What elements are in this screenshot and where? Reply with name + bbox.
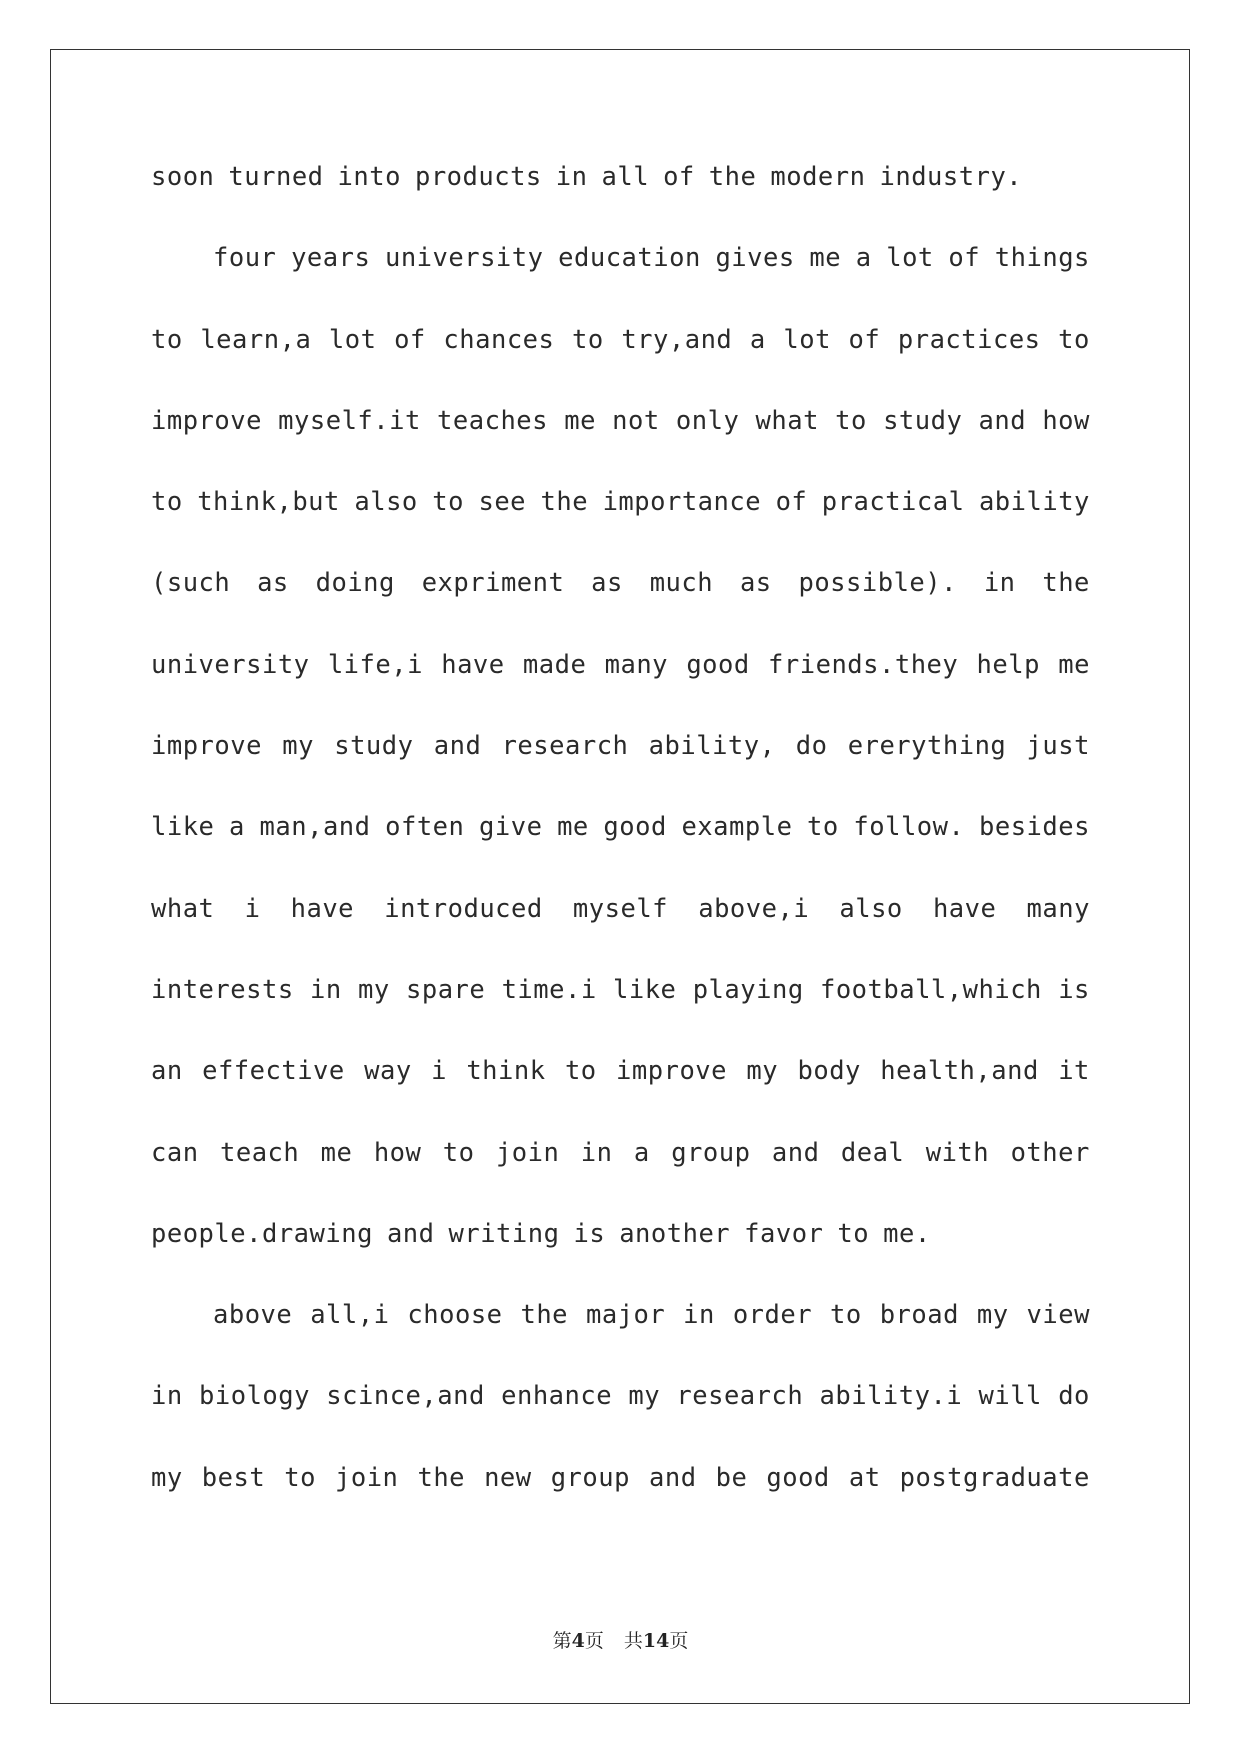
word: above,i: [698, 893, 810, 924]
word: expriment: [421, 568, 565, 599]
word: teaches: [437, 405, 549, 436]
word: at: [848, 1462, 881, 1493]
word: to: [807, 812, 839, 843]
word: university: [151, 649, 310, 680]
word: new: [484, 1462, 532, 1493]
word: education: [558, 243, 701, 274]
word: view: [1026, 1300, 1090, 1331]
text-line: [151, 406, 1090, 487]
word: introduced: [384, 893, 543, 924]
word: of: [948, 243, 981, 274]
word: me: [809, 243, 842, 274]
word: years: [291, 243, 371, 274]
word: chances: [443, 324, 555, 355]
word: importance: [602, 487, 762, 518]
text-line: [151, 1056, 1090, 1137]
word: order: [732, 1300, 813, 1331]
word: and: [771, 1137, 820, 1168]
word: myself.it: [278, 405, 421, 436]
word: can: [151, 1137, 199, 1168]
word: is: [1058, 974, 1090, 1005]
text-line: [151, 812, 1090, 893]
word: good: [603, 812, 667, 843]
word: see: [478, 487, 527, 518]
text-line: [151, 894, 1090, 975]
word: all: [601, 162, 650, 192]
total-prefix: 共: [623, 1630, 643, 1652]
word: things: [994, 243, 1090, 274]
word: think: [466, 1056, 546, 1087]
word: improve: [151, 731, 262, 762]
word: follow.: [853, 812, 965, 843]
word: study: [883, 405, 963, 436]
page-number: 4: [571, 1630, 585, 1652]
word: me: [564, 405, 596, 436]
word: of: [848, 324, 881, 355]
word: the: [520, 1300, 569, 1331]
page-prefix: 第: [552, 1630, 572, 1652]
word: above: [213, 1300, 293, 1331]
word: me: [1058, 649, 1090, 680]
word: in: [580, 1137, 613, 1168]
word: the: [417, 1462, 466, 1493]
word: and: [386, 1218, 435, 1249]
word: the: [1042, 568, 1090, 599]
word: have: [290, 893, 355, 924]
word: into: [337, 162, 401, 192]
word: many: [604, 649, 669, 680]
word: only: [675, 405, 740, 436]
word: me: [557, 812, 589, 843]
text-line: [151, 568, 1090, 649]
text-line: [151, 731, 1090, 812]
word: and: [649, 1462, 697, 1493]
word: just: [1026, 731, 1090, 762]
word: as: [739, 568, 772, 599]
word: my: [357, 974, 390, 1005]
word: to: [830, 1300, 862, 1331]
word: a: [855, 243, 872, 274]
word: time.i: [501, 974, 597, 1005]
word: playing: [692, 974, 804, 1005]
text-line: [151, 162, 1090, 243]
word: to: [564, 1056, 597, 1087]
word: health,and: [880, 1056, 1039, 1087]
word: me.: [883, 1218, 931, 1249]
word: in: [309, 974, 342, 1005]
word: to: [837, 1218, 870, 1249]
word: gives: [715, 243, 795, 274]
word: all,i: [310, 1300, 390, 1331]
word: made: [522, 649, 587, 680]
word: a: [633, 1137, 650, 1168]
word: as: [257, 568, 289, 599]
word: practical: [821, 487, 965, 518]
word: of: [663, 162, 695, 192]
word: practices: [897, 324, 1041, 355]
word: good: [766, 1462, 830, 1493]
word: football,which: [819, 974, 1042, 1005]
word: major: [585, 1300, 666, 1331]
word: way: [364, 1056, 412, 1087]
word: like: [612, 974, 677, 1005]
text-line: [151, 243, 1090, 324]
word: it: [1058, 1056, 1090, 1087]
word: lot: [783, 324, 831, 355]
word: scince,and: [326, 1381, 485, 1412]
total-pages: 14: [642, 1630, 670, 1652]
word: what: [755, 405, 819, 436]
word: and: [433, 731, 482, 762]
word: other: [1010, 1137, 1090, 1168]
word: the: [708, 162, 757, 192]
word: choose: [407, 1300, 503, 1331]
word: postgraduate: [899, 1462, 1090, 1493]
word: how: [373, 1137, 422, 1168]
word: to: [1058, 324, 1090, 355]
word: improve: [616, 1056, 728, 1087]
word: help: [976, 649, 1040, 680]
word: products: [414, 162, 542, 192]
word: interests: [151, 974, 294, 1005]
text-line: [151, 1463, 1090, 1544]
word: man,and: [259, 812, 371, 843]
word: improve: [151, 405, 262, 436]
word: in: [151, 1381, 183, 1412]
page-footer: [0, 1626, 1241, 1653]
word: the: [540, 487, 589, 518]
word: me: [320, 1137, 353, 1168]
word: and: [978, 405, 1027, 436]
word: effective: [202, 1056, 345, 1087]
word: do: [1058, 1381, 1090, 1412]
word: many: [1026, 893, 1090, 924]
word: also: [839, 893, 903, 924]
word: learn,a: [200, 324, 312, 355]
word: another: [619, 1218, 731, 1249]
word: teach: [219, 1137, 300, 1168]
word: a: [749, 324, 766, 355]
word: to: [835, 405, 867, 436]
word: have: [441, 649, 505, 680]
text-line: [151, 1219, 1090, 1300]
word: (such: [151, 568, 231, 599]
word: four: [213, 243, 277, 274]
word: soon: [151, 162, 215, 192]
word: try,and: [621, 324, 733, 355]
word: i: [431, 1056, 447, 1087]
word: give: [479, 812, 543, 843]
word: favor: [744, 1218, 824, 1249]
word: think,but: [197, 487, 340, 518]
word: biology: [199, 1381, 310, 1412]
word: turned: [228, 162, 324, 192]
word: in: [983, 568, 1016, 599]
word: to: [432, 487, 464, 518]
word: my: [151, 1462, 183, 1493]
word: to: [571, 324, 604, 355]
word: besides: [978, 812, 1090, 843]
word: join: [495, 1137, 560, 1168]
text-line: [151, 975, 1090, 1056]
word: a: [229, 812, 245, 843]
word: writing: [448, 1218, 560, 1249]
word: be: [715, 1462, 748, 1493]
word: ererything: [847, 731, 1007, 762]
word: research: [676, 1381, 804, 1412]
word: i: [244, 893, 261, 924]
total-suffix: 页: [669, 1630, 689, 1652]
word: broad: [879, 1300, 959, 1331]
text-line: [151, 487, 1090, 568]
word: study: [334, 731, 414, 762]
word: have: [932, 893, 997, 924]
word: often: [385, 812, 465, 843]
word: group: [550, 1462, 630, 1493]
word: also: [354, 487, 418, 518]
word: in: [683, 1300, 715, 1331]
document-body: [151, 162, 1090, 1544]
word: lot: [328, 324, 377, 355]
word: enhance: [501, 1381, 613, 1412]
word: ability.i: [819, 1381, 963, 1412]
word: to: [284, 1462, 316, 1493]
word: in: [555, 162, 588, 192]
word: modern: [770, 162, 866, 192]
word: my: [628, 1381, 661, 1412]
word: people.drawing: [151, 1218, 373, 1249]
word: deal: [840, 1137, 905, 1168]
word: life,i: [327, 649, 423, 680]
word: example: [681, 812, 793, 843]
word: much: [649, 568, 714, 599]
word: body: [797, 1056, 861, 1087]
word: how: [1042, 405, 1090, 436]
word: doing: [315, 568, 395, 599]
word: my: [746, 1056, 779, 1087]
text-line: [151, 1138, 1090, 1219]
word: will: [978, 1381, 1042, 1412]
word: an: [151, 1056, 183, 1087]
word: of: [775, 487, 808, 518]
word: like: [151, 812, 215, 843]
word: university: [384, 243, 544, 274]
page-suffix: 页: [584, 1630, 604, 1652]
word: myself: [572, 893, 669, 924]
word: is: [573, 1218, 606, 1249]
text-line: [151, 325, 1090, 406]
word: group: [671, 1137, 751, 1168]
word: best: [201, 1462, 266, 1493]
word: friends.they: [768, 649, 959, 680]
text-line: [151, 1300, 1090, 1381]
word: join: [335, 1462, 399, 1493]
word: of: [394, 324, 426, 355]
word: as: [591, 568, 623, 599]
word: ability,: [648, 731, 776, 762]
word: not: [612, 405, 660, 436]
word: industry.: [879, 162, 1023, 192]
text-line: [151, 1381, 1090, 1462]
word: ability: [978, 487, 1090, 518]
word: my: [976, 1300, 1009, 1331]
word: to: [151, 487, 183, 518]
word: possible).: [798, 568, 957, 599]
word: do: [795, 731, 828, 762]
word: spare: [406, 974, 486, 1005]
word: what: [151, 893, 215, 924]
word: my: [282, 731, 314, 762]
word: to: [151, 324, 183, 355]
text-line: [151, 650, 1090, 731]
word: with: [925, 1137, 990, 1168]
word: good: [686, 649, 750, 680]
word: research: [501, 731, 629, 762]
word: to: [442, 1137, 475, 1168]
word: lot: [886, 243, 934, 274]
